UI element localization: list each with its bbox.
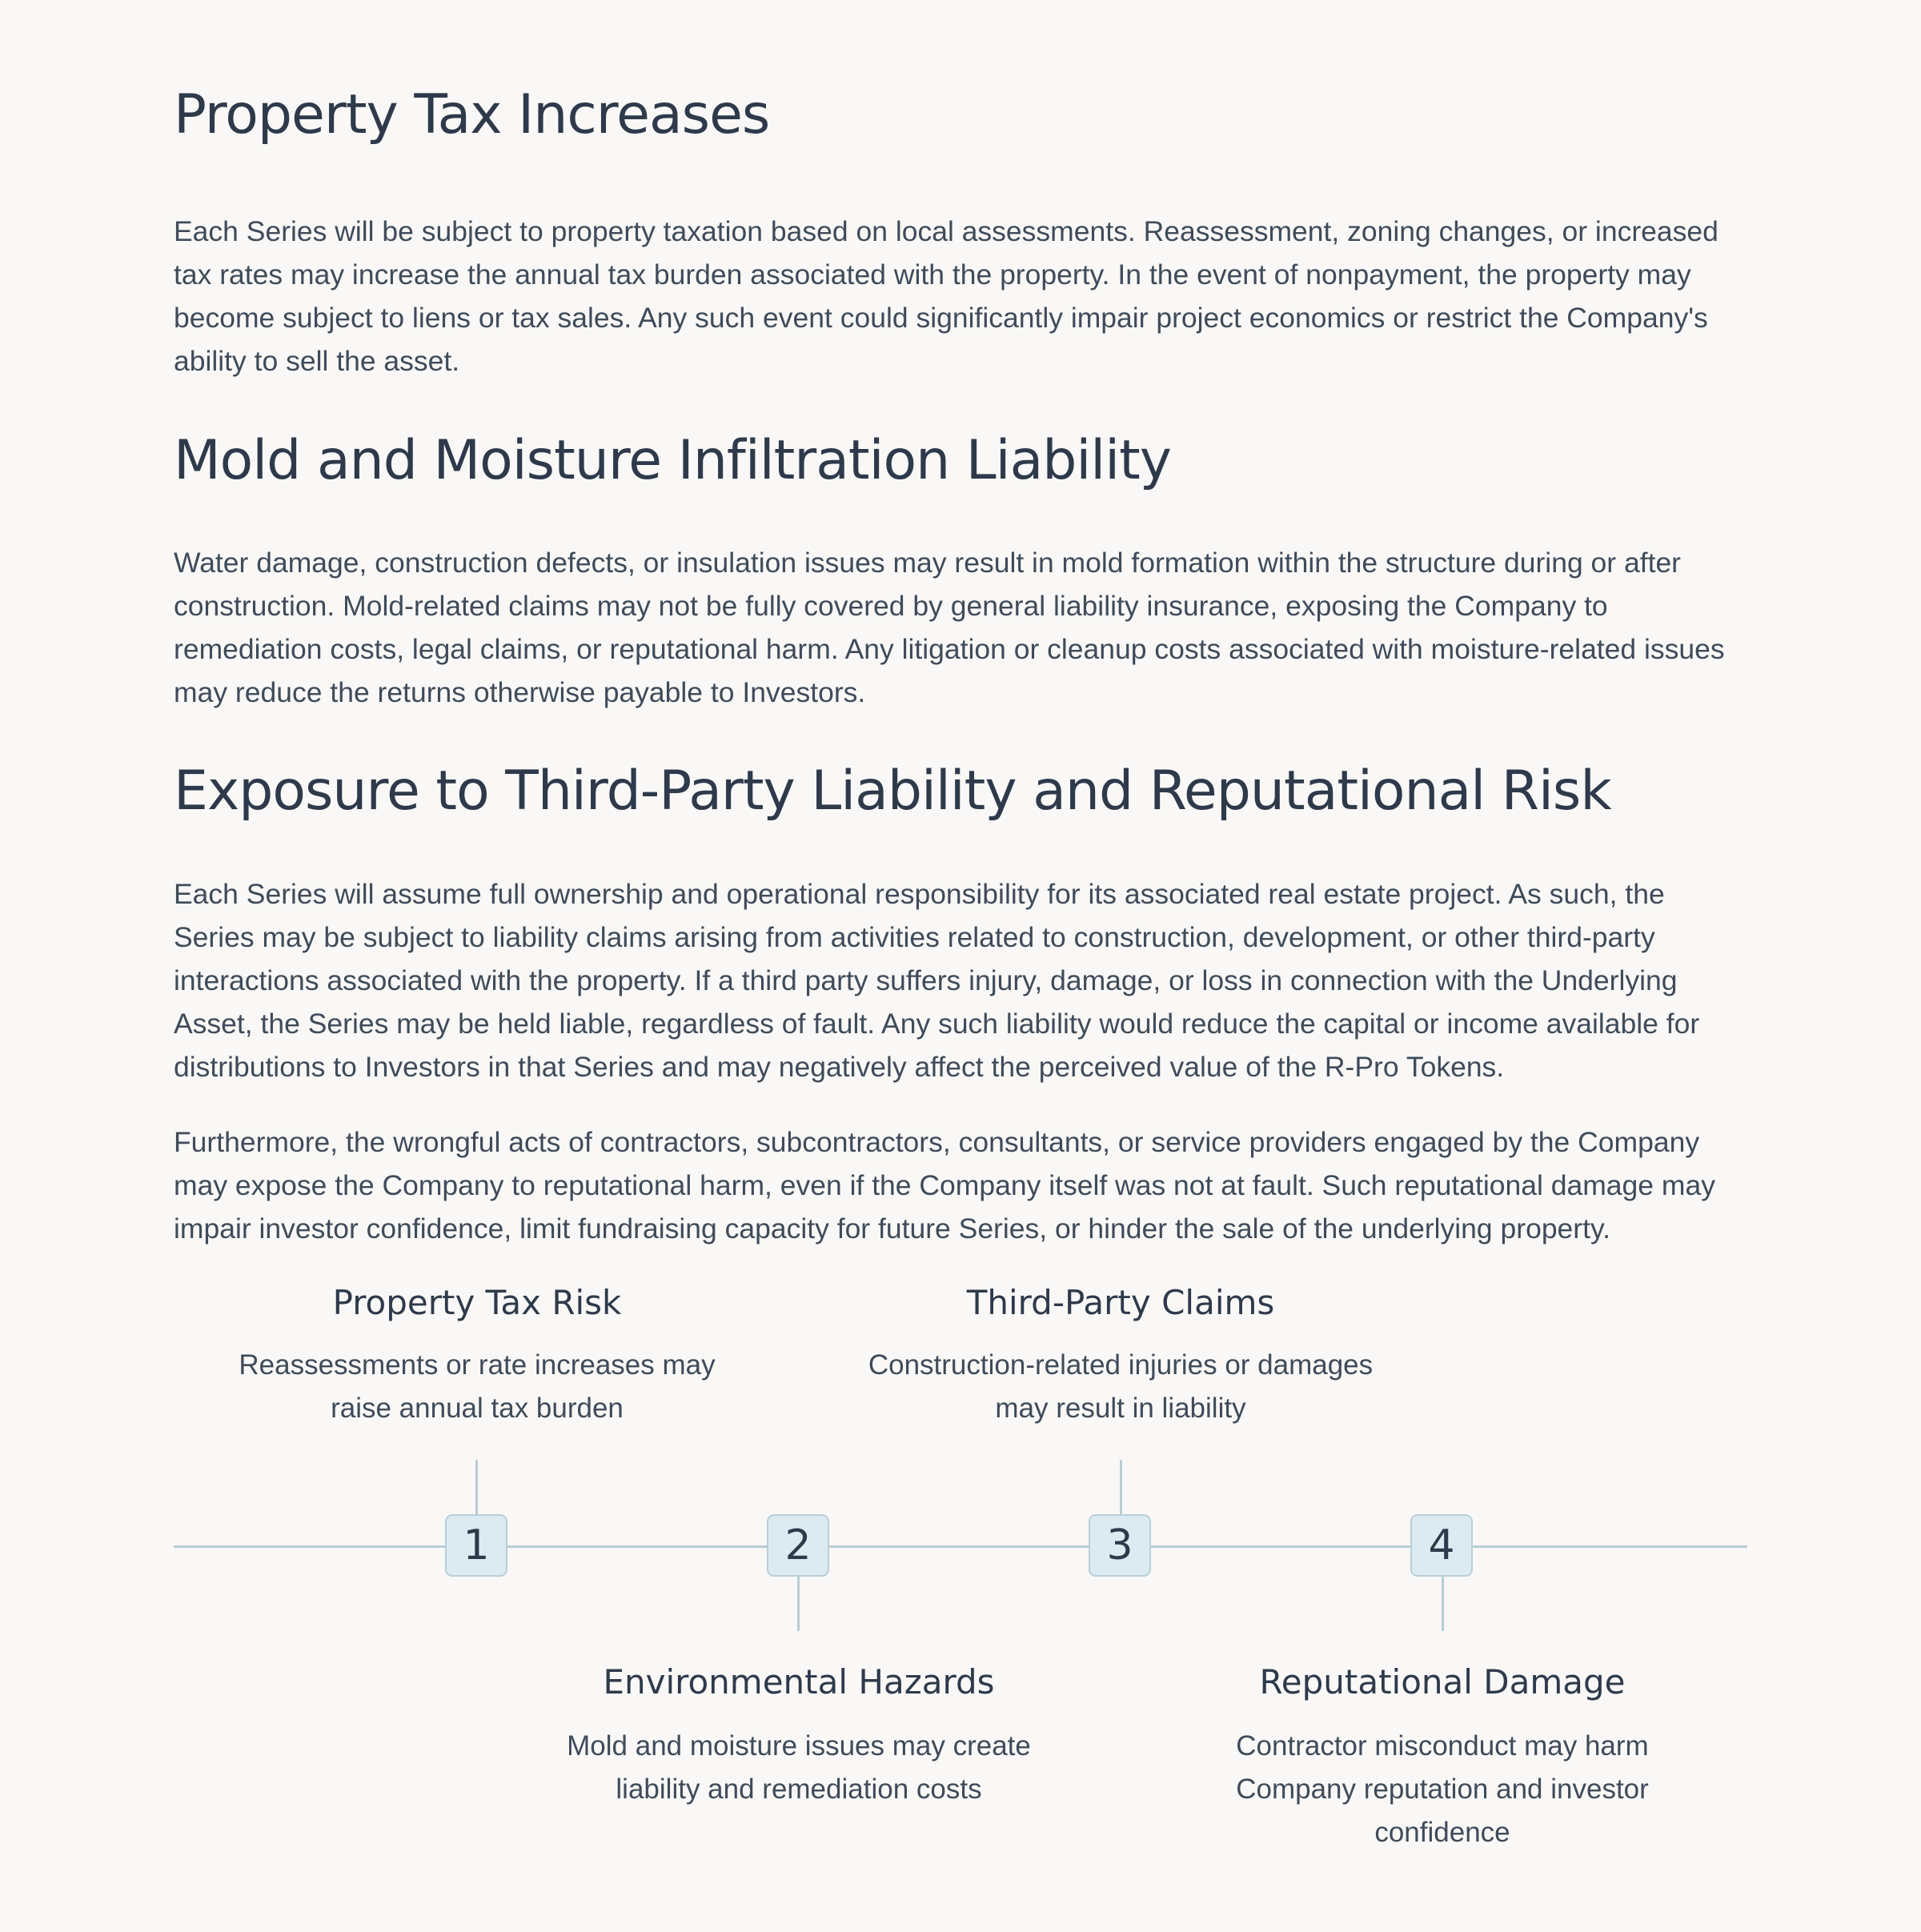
timeline-step-2-description: Mold and moisture issues may create liability and remediation costs <box>567 1730 1031 1805</box>
timeline-step-4-marker: 4 <box>1410 1514 1473 1577</box>
timeline-step-3-connector <box>1120 1460 1122 1514</box>
timeline-step-3-marker: 3 <box>1089 1514 1151 1577</box>
section-title-property-tax: Property Tax Increases <box>174 83 770 146</box>
timeline-step-1-title: Property Tax Risk <box>332 1283 622 1322</box>
section-title-mold: Mold and Moisture Infiltration Liability <box>174 429 1171 492</box>
timeline-step-3-title: Third-Party Claims <box>966 1283 1275 1322</box>
timeline-step-1-connector <box>475 1460 478 1514</box>
timeline-step-3-description: Construction-related injuries or damages may result in liability <box>868 1349 1374 1424</box>
timeline-axis <box>174 1545 1747 1548</box>
section-paragraph-third-party-1: Each Series will assume full ownership and operational responsibility for its associated real estate project. As such, the Series may be subject to liability claims arising from activities related to construction, development, or other third-party interactions associated with the property. If a third party suffers injury, damage, or loss in connection with the Underlying Asset, the Series may be held liable, regardless of fault. Any such liability would reduce the capital or income available for distributions to Investors in that Series and may negatively affect the perceived value of the R-Pro Tokens. <box>174 878 1700 1083</box>
timeline-step-2-connector <box>797 1577 800 1631</box>
timeline-step-1-description: Reassessments or rate increases may raise annual tax burden <box>239 1349 716 1424</box>
section-paragraph-property-tax: Each Series will be subject to property taxation based on local assessments. Reassessment, zoning changes, or increased tax rates may increase the annual tax burden associated with the property. In the event of nonpayment, the property may become subject to liens or tax sales. Any such event could significantly impair project economics or restrict the Company's ability to sell the asset. <box>174 215 1718 377</box>
section-paragraph-third-party-2: Furthermore, the wrongful acts of contractors, subcontractors, consultants, or service providers engaged by the Company may expose the Company to reputational harm, even if the Company itself was not at fault. Such reputational damage may impair investor confidence, limit fundraising capacity for future Series, or hinder the sale of the underlying property. <box>174 1126 1715 1245</box>
timeline-step-4-description: Contractor misconduct may harm Company reputation and investor confidence <box>1236 1730 1649 1848</box>
timeline-step-4-connector <box>1442 1577 1444 1631</box>
section-paragraph-mold: Water damage, construction defects, or insulation issues may result in mold formation within the structure during or after construction. Mold-related claims may not be fully covered by general liability insurance, exposing the Company to remediation costs, legal claims, or reputational harm. Any litigation or cleanup costs associated with moisture-related issues may reduce the returns otherwise payable to Investors. <box>174 547 1725 708</box>
section-title-third-party: Exposure to Third-Party Liability and Reputational Risk <box>174 760 1611 823</box>
timeline-step-4-title: Reputational Damage <box>1259 1662 1626 1702</box>
timeline-step-2-marker: 2 <box>767 1514 829 1577</box>
timeline-step-2-title: Environmental Hazards <box>603 1662 995 1702</box>
timeline-step-1-marker: 1 <box>445 1514 507 1577</box>
